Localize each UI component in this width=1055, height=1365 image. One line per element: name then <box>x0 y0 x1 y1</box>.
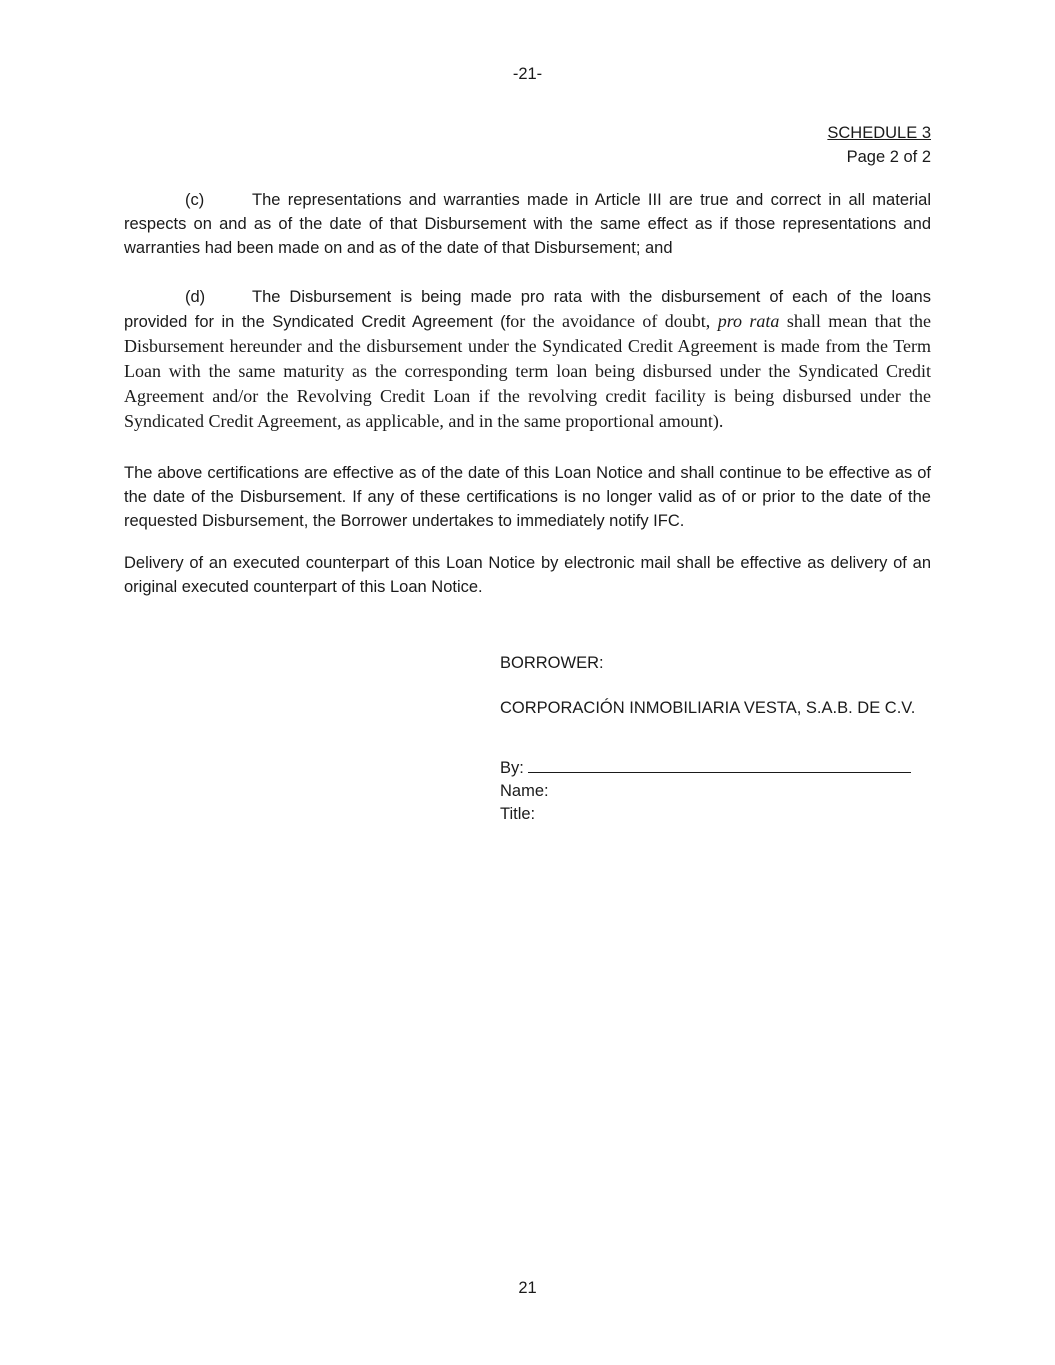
paragraph-d-sans-text: The Disbursement is being made pro rata with the disbursement of each of the loans provided for in the Syndicated Credit Agreement (f <box>124 288 931 331</box>
paragraph-d <box>124 285 931 434</box>
schedule-page-label: Page 2 of 2 <box>846 148 931 166</box>
title-label: Title: <box>500 805 536 823</box>
schedule-header <box>827 121 931 169</box>
document-body <box>124 188 931 826</box>
header-page-number: -21- <box>512 65 543 83</box>
paragraph-d-serif-text-2: shall mean that the Disbursement hereunder and the disbursement under the Syndicated Credit Agreement is made from the Term Loan with the same maturity as the corresponding term loan being disbursed under the Syndicated Credit Agreement and/or the Revolving Credit Loan if the revolving credit facility is being disbursed under the Syndicated Credit Agreement, as applicable, and in the same proportional amount). <box>124 311 931 431</box>
paragraph-c <box>124 188 931 260</box>
signature-block <box>500 651 931 826</box>
by-line <box>500 757 931 780</box>
borrower-company-name: CORPORACIÓN INMOBILIARIA VESTA, S.A.B. DE C.V. <box>500 699 916 717</box>
schedule-label: SCHEDULE 3 <box>827 124 931 142</box>
paragraph-d-pro-rata-term: pro rata <box>717 311 780 331</box>
name-label: Name: <box>500 782 549 800</box>
paragraph-d-label: (d) <box>185 288 206 306</box>
certifications-paragraph: The above certifications are effective as of the date of this Loan Notice and shall continue to be effective as of the date of the Disbursement. If any of these certifications is no longer valid as of or prior to the date of the requested Disbursement, the Borrower undertakes to immediately notify IFC. <box>124 464 931 530</box>
by-label: By: <box>500 759 524 777</box>
footer-page-number: 21 <box>518 1279 537 1297</box>
paragraph-c-label: (c) <box>185 191 205 209</box>
paragraph-d-serif-text-1: or the avoidance of doubt, <box>510 311 718 331</box>
borrower-label: BORROWER: <box>500 654 604 672</box>
signature-lines <box>500 757 931 826</box>
delivery-paragraph: Delivery of an executed counterpart of this Loan Notice by electronic mail shall be effective as delivery of an original executed counterpart of this Loan Notice. <box>124 554 931 596</box>
signature-blank-line <box>528 759 911 773</box>
paragraph-c-text: The representations and warranties made in Article III are true and correct in all material respects on and as of the date of that Disbursement with the same effect as if those representations and warranties had been made on and as of the date of that Disbursement; and <box>124 191 931 257</box>
